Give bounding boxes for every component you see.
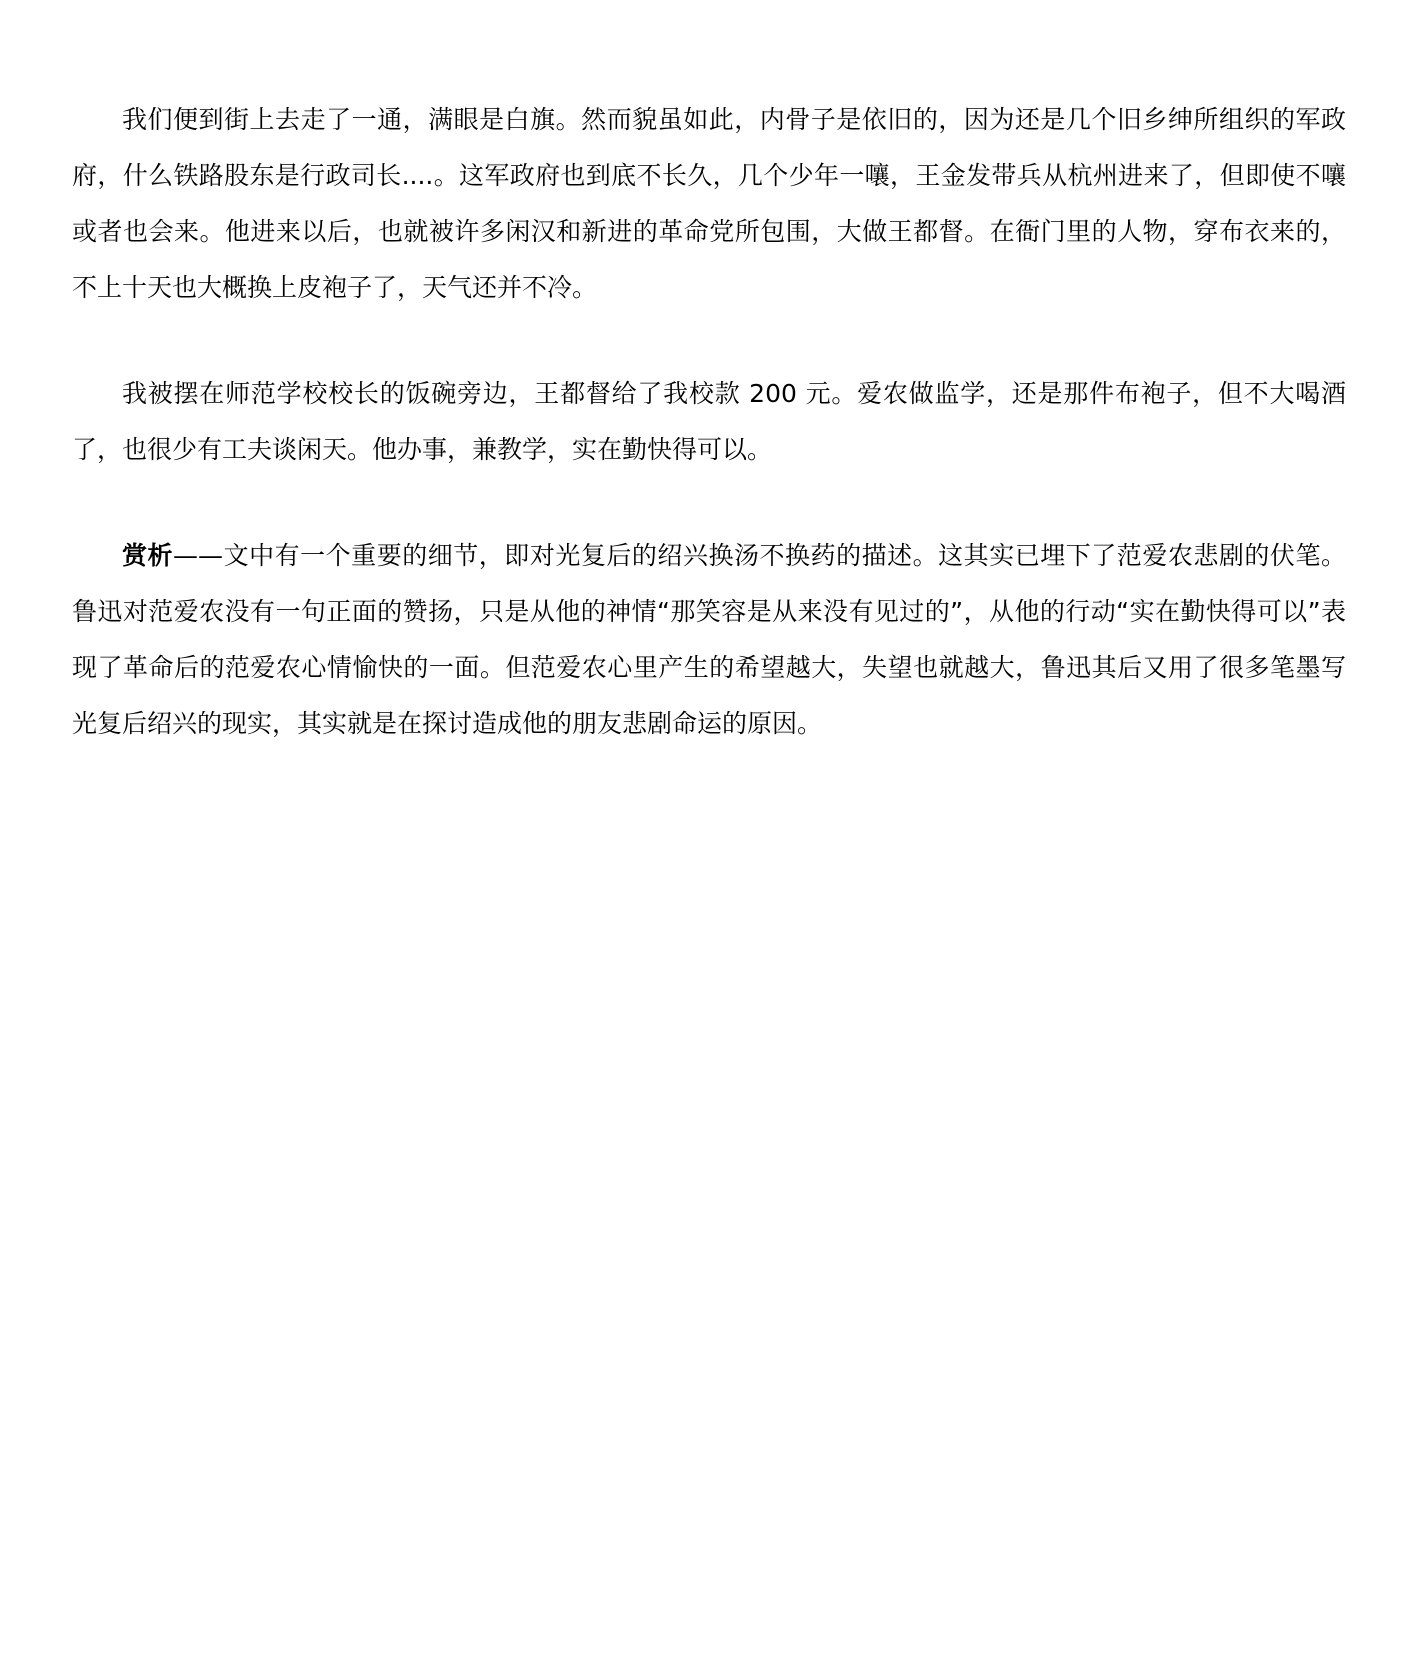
paragraph-text: 我们便到街上去走了一通，满眼是白旗。然而貌虽如此，内骨子是依旧的，因为还是几个旧乡绅所组织的军政府，什么铁路股东是行政司长....。这军政府也到底不长久，几个少年一嚷，王金发带兵从杭州进来了，但即使不嚷或者也会来。他进来以后，也就被许多闲汉和新进的革命党所包围，大做王都督。在衙门里的人物，穿布衣来的，不上十天也大概换上皮袍子了，天气还并不冷。 bbox=[72, 105, 1346, 302]
paragraph-appreciation bbox=[72, 528, 1346, 752]
appreciation-label: 赏析 bbox=[122, 541, 174, 570]
paragraph-street-scene bbox=[72, 92, 1346, 316]
paragraph-text: 我被摆在师范学校校长的饭碗旁边，王都督给了我校款 200 元。爱农做监学，还是那件布袍子，但不大喝酒了，也很少有工夫谈闲天。他办事，兼教学，实在勤快得可以。 bbox=[72, 379, 1346, 464]
paragraph-school-appointment bbox=[72, 366, 1346, 478]
document-page bbox=[72, 92, 1346, 752]
paragraph-text: ——文中有一个重要的细节，即对光复后的绍兴换汤不换药的描述。这其实已埋下了范爱农悲剧的伏笔。鲁迅对范爱农没有一句正面的赞扬，只是从他的神情“那笑容是从来没有见过的”，从他的行动“实在勤快得可以”表现了革命后的范爱农心情愉快的一面。但范爱农心里产生的希望越大，失望也就越大，鲁迅其后又用了很多笔墨写光复后绍兴的现实，其实就是在探讨造成他的朋友悲剧命运的原因。 bbox=[72, 541, 1346, 738]
